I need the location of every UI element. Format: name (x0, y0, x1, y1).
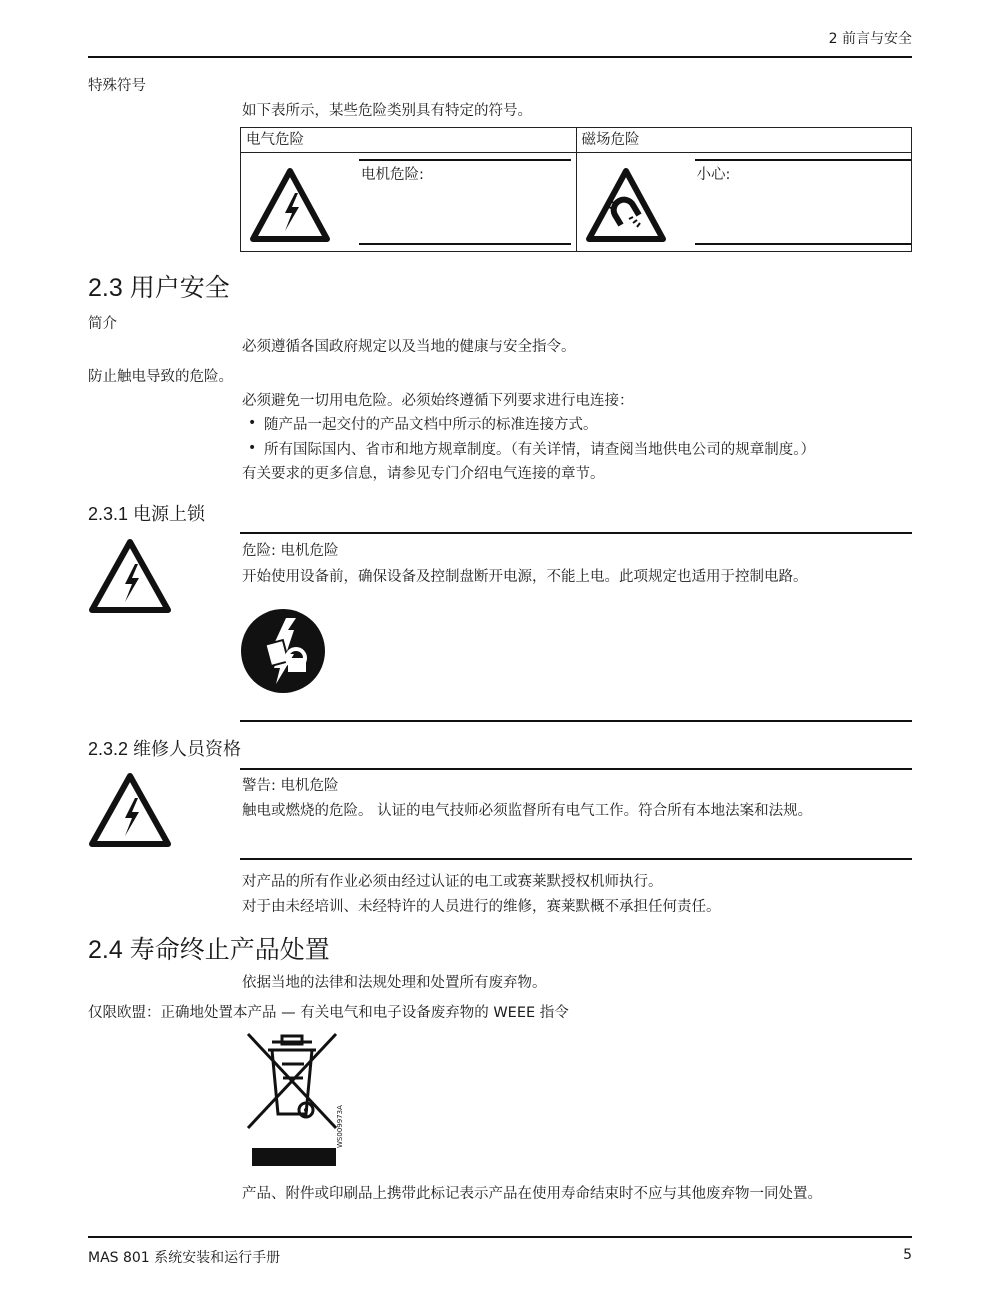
lockout-icon (240, 608, 326, 694)
special-symbols-intro: 如下表所示，某些危险类别具有特定的符号。 (242, 103, 532, 119)
intro-text: 必须遵循各国政府规定以及当地的健康与安全指令。 (242, 339, 576, 355)
warning-top-rule (240, 768, 912, 770)
table-divider-line (359, 159, 571, 161)
shock-text: 必须避免一切用电危险。必须始终遵循下列要求进行电连接： (242, 393, 634, 409)
bullet-marker: • (248, 440, 257, 456)
section-heading-2-3-1: 2.3.1 电源上锁 (88, 504, 206, 524)
weee-code: WS009973A (336, 1105, 344, 1148)
danger-text: 开始使用设备前，确保设备及控制盘断开电源，不能上电。此项规定也适用于控制电路。 (242, 569, 808, 585)
page-number: 5 (903, 1247, 912, 1263)
bullet-item: 随产品一起交付的产品文档中所示的标准连接方式。 (264, 417, 598, 433)
section-heading-2-3-2: 2.3.2 维修人员资格 (88, 739, 242, 759)
electrical-hazard-icon (88, 772, 172, 848)
table-header-magnetic: 磁场危险 (576, 128, 912, 153)
magnetic-hazard-icon (585, 167, 667, 243)
bullet-item: 所有国际国内、省市和地方规章制度。（有关详情，请查阅当地供电公司的规章制度。） (264, 442, 815, 458)
qualification-line-1: 对产品的所有作业必须由经过认证的电工或赛莱默授权机师执行。 (242, 874, 663, 890)
danger-title: 危险: 电机危险 (242, 543, 339, 559)
table-bottom-line (695, 243, 911, 245)
table-header-electrical: 电气危险 (241, 128, 577, 153)
danger-bottom-rule (240, 720, 912, 722)
footer-rule (88, 1236, 912, 1238)
section-heading-2-4: 2.4 寿命终止产品处置 (88, 936, 330, 964)
hazard-symbol-table (240, 127, 912, 252)
qualification-line-2: 对于由未经培训、未经特许的人员进行的维修，赛莱默概不承担任何责任。 (242, 899, 721, 915)
disposal-text: 依据当地的法律和法规处理和处置所有废弃物。 (242, 975, 547, 991)
footer-doc-title: MAS 801 系统安装和运行手册 (88, 1250, 281, 1266)
electrical-hazard-text: 电机危险: (361, 167, 424, 183)
table-bottom-line (359, 243, 571, 245)
bullet-marker: • (248, 415, 257, 431)
table-divider-line (695, 159, 911, 161)
magnetic-hazard-text: 小心: (696, 167, 731, 183)
section-heading-2-3: 2.3 用户安全 (88, 274, 230, 302)
warning-title: 警告: 电机危险 (242, 778, 339, 794)
special-symbols-label: 特殊符号 (88, 78, 146, 94)
warning-bottom-rule (240, 858, 912, 860)
more-info-text: 有关要求的更多信息，请参见专门介绍电气连接的章节。 (242, 466, 605, 482)
header-rule (88, 56, 912, 58)
shock-label: 防止触电导致的危险。 (88, 369, 233, 385)
weee-crossed-bin-icon (242, 1028, 342, 1174)
electrical-hazard-icon (249, 167, 331, 243)
eu-label: 仅限欧盟：正确地处置本产品 — 有关电气和电子设备废弃物的 WEEE 指令 (88, 1005, 569, 1021)
danger-top-rule (240, 532, 912, 534)
weee-caption: 产品、附件或印刷品上携带此标记表示产品在使用寿命结束时不应与其他废弃物一同处置。 (242, 1186, 822, 1202)
warning-text: 触电或燃烧的危险。 认证的电气技师必须监督所有电气工作。符合所有本地法案和法规。 (242, 803, 813, 819)
electrical-hazard-icon (88, 538, 172, 614)
running-header: 2 前言与安全 (828, 31, 912, 47)
intro-label: 简介 (88, 316, 117, 332)
